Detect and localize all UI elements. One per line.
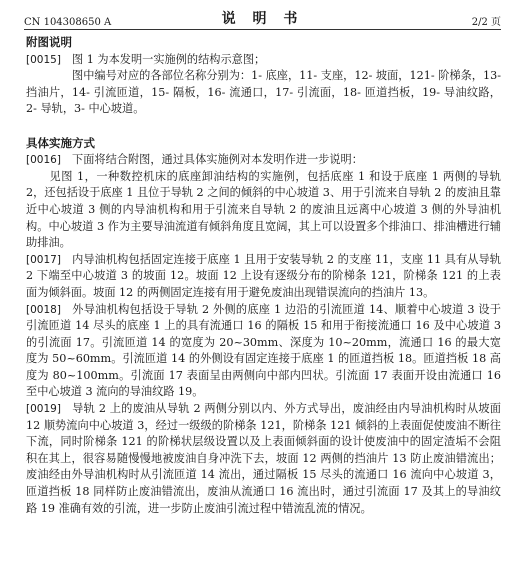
- paragraph-number: [0019]: [26, 403, 61, 416]
- document-body: [26, 34, 501, 517]
- paragraph: [26, 169, 501, 252]
- paragraph: [26, 302, 501, 402]
- paragraph-number: [0017]: [26, 253, 61, 266]
- paragraph-number: [0016]: [26, 154, 61, 167]
- paragraph: [26, 52, 501, 69]
- paragraph-number: [0015]: [26, 53, 61, 66]
- patent-number: CN 104308650 A: [24, 17, 112, 28]
- paragraph-text: 图 1 为本发明一实施例的结构示意图；: [72, 52, 266, 66]
- section-heading-embodiment: 具体实施方式: [26, 135, 95, 150]
- page-number: 2/2 页: [471, 17, 501, 28]
- paragraph-text: 内导油机构包括固定连接于底座 1 且用于安装导轨 2 的支座 11，支座 11 具有从导轨 2 下端至中心坡道 3 的坡面 12。坡面 12 上设有逐级分布的阶梯条 121，阶梯条 121 的上表面为倾斜面。坡面 12 的两侧固定连接有用于避免废油出现错误流向的挡油片 13。: [26, 252, 501, 299]
- paragraph-text: 图中编号对应的各部位名称分别为：1- 底座，11- 支座，12- 坡面，121- 阶梯条，13- 挡油片，14- 引流匝道，15- 隔板，16- 流通口，17- 引流面，18- 匝道挡板，19- 导油纹路，2- 导轨，3- 中心坡道。: [26, 69, 501, 116]
- paragraph-text: 导轨 2 上的废油从导轨 2 两侧分别以内、外方式导出，废油经由内导油机构时从坡面 12 顺势流向中心坡道 3，经过一级级的阶梯条 121，阶梯条 121 倾斜的上表面促使废油不断往下流，同时阶梯条 121 的阶梯状层级设置以及上表面倾斜面的设计使废油中的固定渣垢不会阻积在其上，很容易随慢慢地被废油自身冲洗下去，坡面 12 两侧的挡油片 13 防止废油错流出；废油经由外导油机构时从引流匝道 14 流出，通过隔板 15 尽头的流通口 16 流向中心坡道 3，匝道挡板 18 同样防止废油错流出，废油从流通口 16 流出时，通过引流面 17 及其上的导油纹路 19 准确有效的引流，进一步防止废油引流过程中错流乱流的情况。: [26, 402, 501, 515]
- paragraph-text: 下面将结合附图，通过具体实施例对本发明作进一步说明：: [72, 153, 363, 167]
- paragraph: [26, 68, 501, 118]
- paragraph-text: 外导油机构包括设于导轨 2 外侧的底座 1 边沿的引流匝道 14、顺着中心坡道 3 设于引流匝道 14 尽头的底座 1 上的具有流通口 16 的隔板 15 和用于衔接流通口 16 及中心坡道 3 的引流面 17。引流匝道 14 的宽度为 20~30mm、深度为 10~20mm，流通口 16 的最大宽度为 50~60mm。引流匝道 14 的外侧设有固定连接于底座 1 的匝道挡板 18。匝道挡板 18 高度为 80~100mm。引流面 17 表面呈由两侧向中部内凹状。引流面 17 表面开设由流通口 16 至中心坡道 3 流向的导油纹路 19。: [26, 302, 501, 399]
- paragraph-number: [0018]: [26, 303, 61, 316]
- document-title: 说 明 书: [221, 11, 304, 27]
- header-divider: [24, 29, 501, 30]
- paragraph: [26, 401, 501, 517]
- page-header: [24, 8, 501, 28]
- paragraph-text: 见图 1，一种数控机床的底座卸油结构的实施例，包括底座 1 和设于底座 1 两侧的导轨 2，还包括设于底座 1 且位于导轨 2 之间的倾斜的中心坡道 3、用于引流来自导轨 2 的废油且靠近中心坡道 3 侧的内导油机构和用于引流来自导轨 2 的废油且远离中心坡道 3 侧的外导油机构。中心坡道 3 作为主要导油流道有倾斜角度且宽阔，其上可以设置多个排油口、排油槽进行辅助排油。: [26, 169, 501, 250]
- paragraph: [26, 152, 501, 169]
- paragraph: [26, 252, 501, 302]
- section-heading-figures: 附图说明: [26, 35, 72, 49]
